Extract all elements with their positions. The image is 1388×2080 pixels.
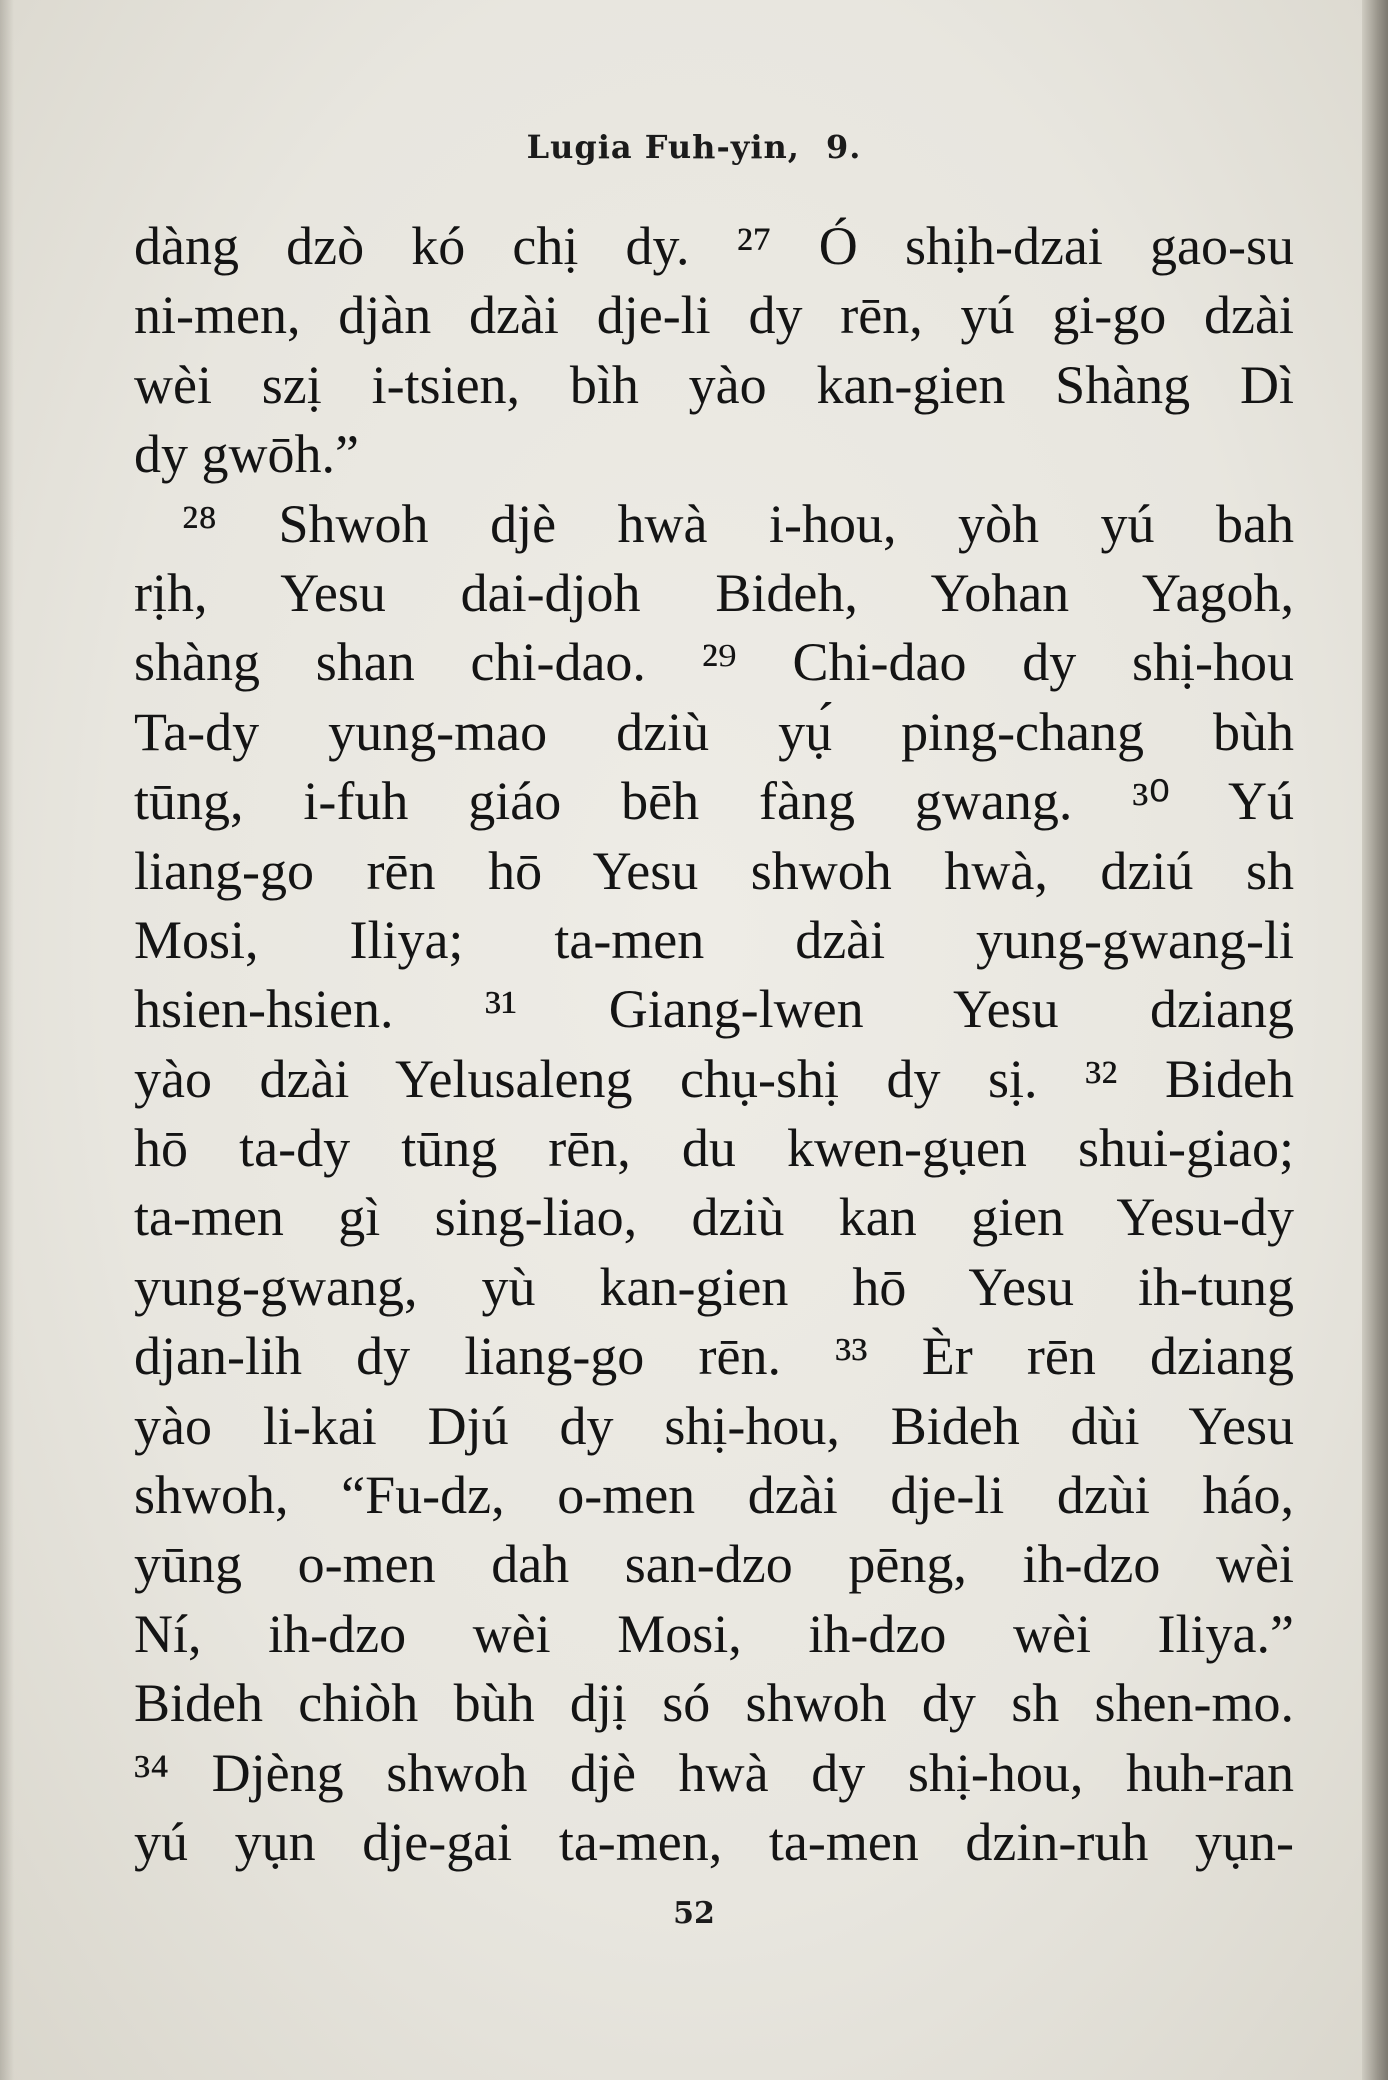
text-line: yào li-kai Djú dy shị-hou, Bideh dùi Yesu xyxy=(134,1395,1294,1456)
text-line: Mosi, Iliya; ta-men dzài yung-gwang-li xyxy=(134,909,1294,970)
page-number: 52 xyxy=(673,1896,715,1931)
text-line: liang-go rēn hō Yesu shwoh hwà, dziú sh xyxy=(134,840,1294,901)
text-line: yào dzài Yelusaleng chụ-shị dy sị. ³² Bideh xyxy=(134,1048,1294,1109)
page-edge xyxy=(1362,0,1388,2080)
text-line: hō ta-dy tūng rēn, du kwen-gụen shui-giao; xyxy=(134,1118,1294,1179)
text-line: Ta-dy yung-mao dziù yụ́ ping-chang bùh xyxy=(134,701,1294,762)
text-line: Ní, ih-dzo wèi Mosi, ih-dzo wèi Iliya.” xyxy=(134,1603,1294,1664)
running-head-title: Lugia Fuh-yin, xyxy=(526,128,800,166)
text-line: tūng, i-fuh giáo bēh fàng gwang. ³⁰ Yú xyxy=(134,771,1294,832)
text-line: hsien-hsien. ³¹ Giang-lwen Yesu dziang xyxy=(134,979,1294,1040)
text-line: dy gwōh.” xyxy=(134,424,359,485)
running-head xyxy=(0,128,1388,166)
page-gutter-shadow xyxy=(0,0,14,2080)
body-text xyxy=(134,212,1294,1877)
text-line: shàng shan chi-dao. ²⁹ Chi-dao dy shị-hou xyxy=(134,632,1294,693)
text-line: ³⁴ Djèng shwoh djè hwà dy shị-hou, huh-ran xyxy=(134,1742,1294,1803)
running-head-chapter: 9. xyxy=(826,128,862,166)
text-line: ta-men gì sing-liao, dziù kan gien Yesu-dy xyxy=(134,1187,1294,1248)
text-line: ²⁸ Shwoh djè hwà i-hou, yòh yú bah xyxy=(182,493,1294,554)
text-line: wèi szị i-tsien, bìh yào kan-gien Shàng Dì xyxy=(134,354,1294,415)
text-line: rịh, Yesu dai-djoh Bideh, Yohan Yagoh, xyxy=(134,562,1294,623)
text-line: djan-lih dy liang-go rēn. ³³ Èr rēn dziang xyxy=(134,1326,1294,1387)
text-line: yūng o-men dah san-dzo pēng, ih-dzo wèi xyxy=(134,1534,1294,1595)
text-line: Bideh chiòh bùh djị só shwoh dy sh shen-mo. xyxy=(134,1673,1294,1734)
text-line: yung-gwang, yù kan-gien hō Yesu ih-tung xyxy=(134,1256,1294,1317)
text-line: yú yụn dje-gai ta-men, ta-men dzin-ruh yụn- xyxy=(134,1811,1294,1872)
text-line: shwoh, “Fu-dz, o-men dzài dje-li dzùi háo, xyxy=(134,1465,1294,1526)
text-line: dàng dzò kó chị dy. ²⁷ Ó shịh-dzai gao-su xyxy=(134,216,1294,276)
text-line: ni-men, djàn dzài dje-li dy rēn, yú gi-go dzài xyxy=(134,285,1294,346)
